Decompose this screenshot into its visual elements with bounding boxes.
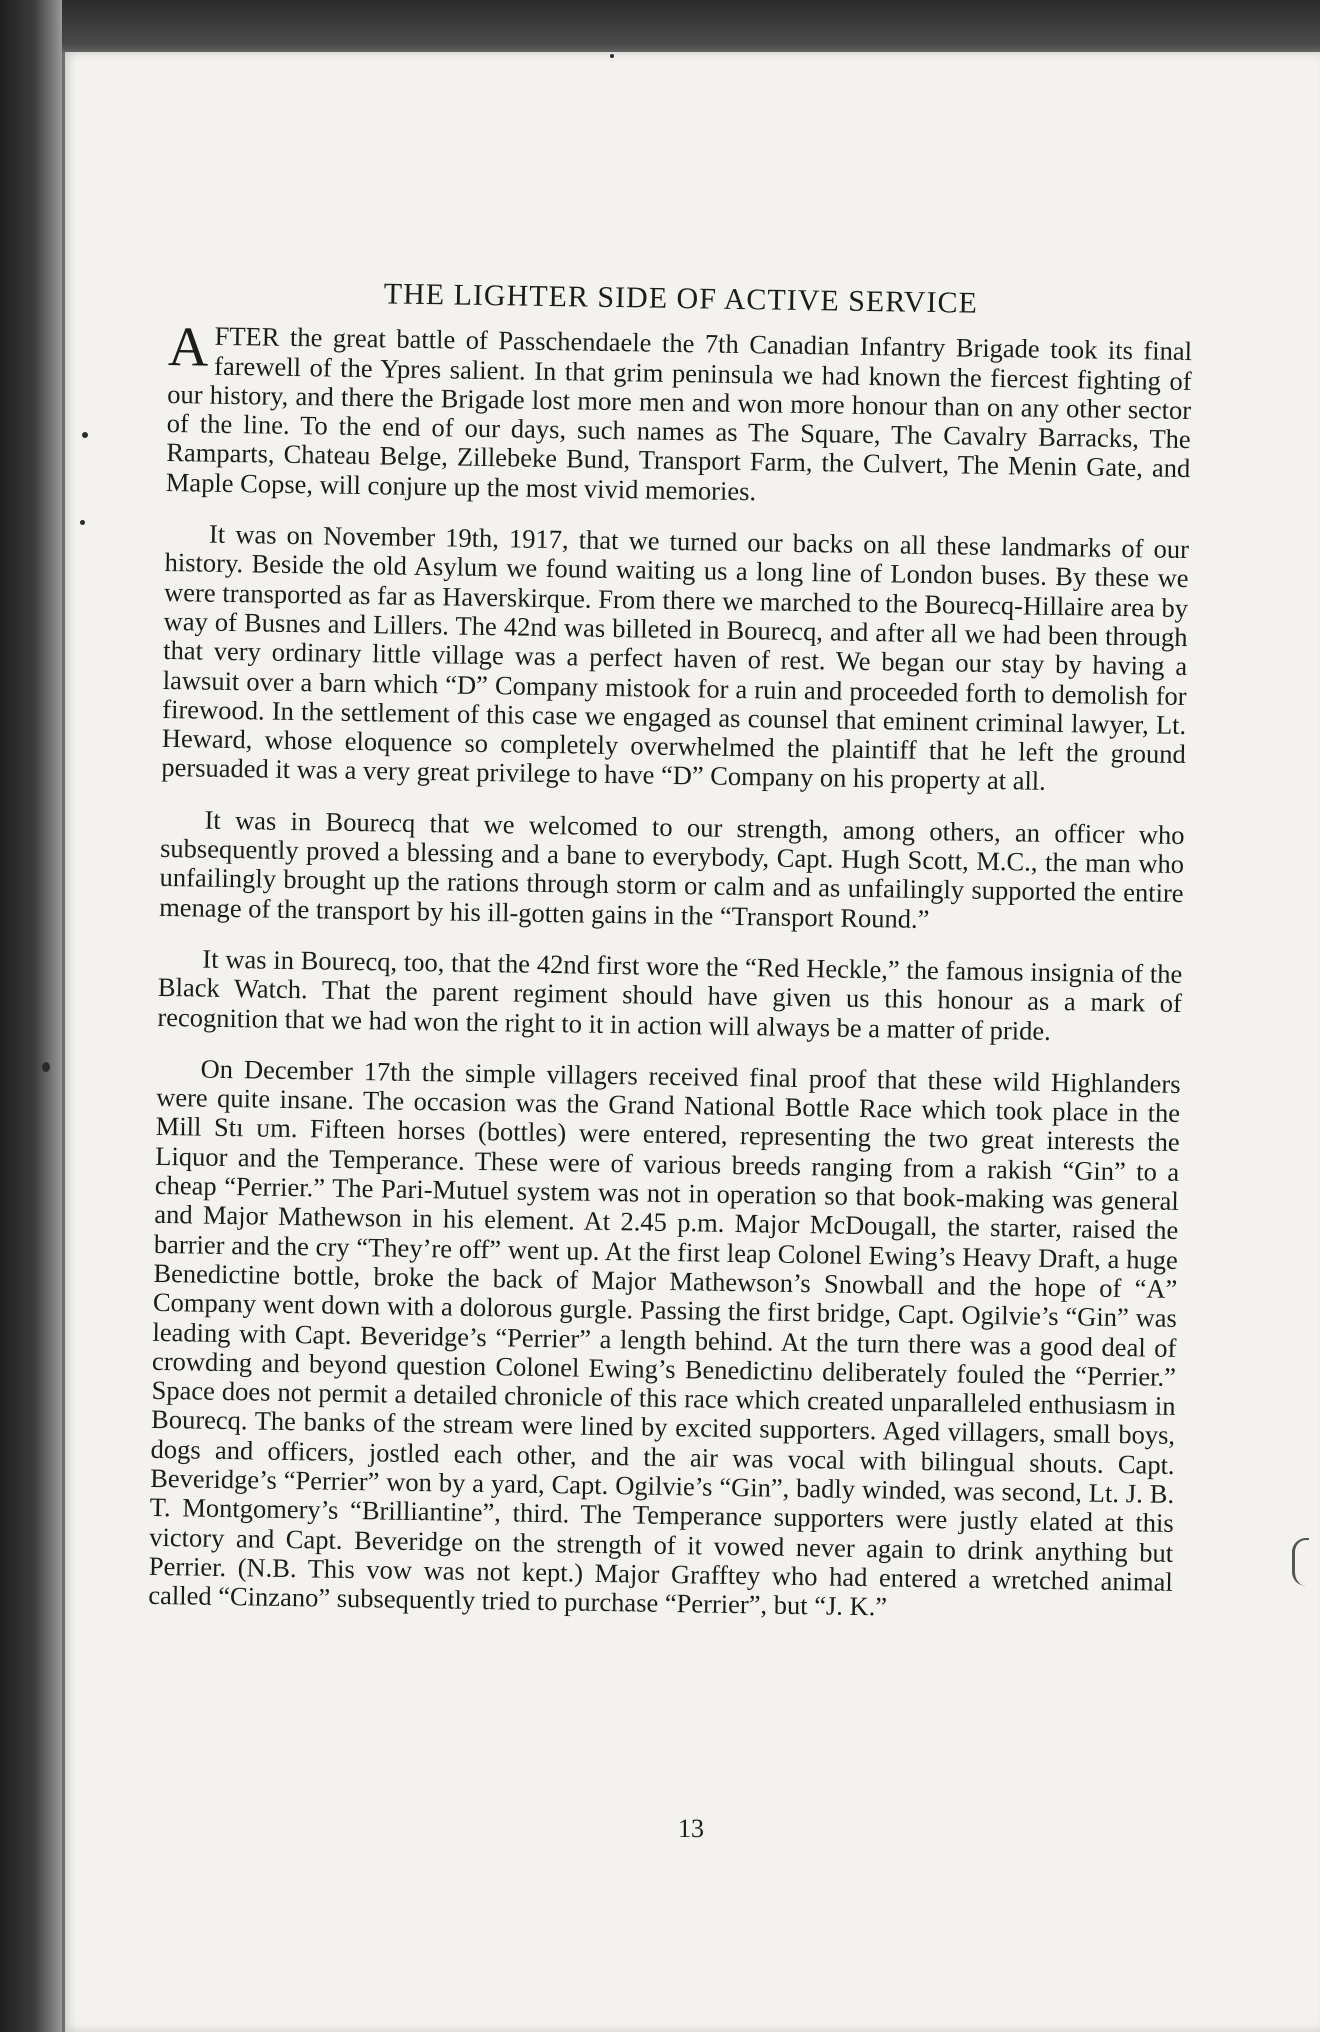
page-edge: [62, 52, 65, 2032]
chapter-title: THE LIGHTER SIDE OF ACTIVE SERVICE: [383, 277, 979, 320]
page-content: [148, 220, 1194, 1648]
paragraph-1-text: FTER the great battle of Passchendaele the 7th Canadian Infantry Brigade took its final farewell of the Ypres salient. In that grim peninsula we had known the fiercest fighting of our history, and there the Brigade lost more men and won more honour than on any other sector of the line. To the end of our days, such names as The Square, The Cavalry Barracks, The Ramparts, Chateau Belge, Zillebeke Bund, Transport Farm, the Culvert, The Menin Gate, and Maple Copse, will conjure up the most vivid memories.: [165, 321, 1193, 507]
paragraph-3: It was in Bourecq that we welcomed to our strength, among others, an officer who subsequently proved a blessing and a bane to everybody, Capt. Hugh Scott, M.C., the man who unfailingly brought up the rations through storm or calm and as unfailingly supported the entire menage of the transport by his ill-gotten gains in the “Transport Round.”: [158, 804, 1185, 934]
scan-speck: [42, 1062, 50, 1072]
book-page: [62, 52, 1320, 2032]
drop-cap: A: [167, 316, 209, 379]
scan-speck: [82, 432, 88, 438]
scan-speck: [610, 54, 614, 58]
scan-speck: [80, 520, 85, 525]
paragraph-2: It was on November 19th, 1917, that we turned our backs on all these landmarks of our history. Beside the old Asylum we found waiting us a long line of London buses. By these we were transported as far as Haverskirque. From there we marched to the Bourecq-Hillaire area by way of Busnes and Lillers. The 42nd was billeted in Bourecq, and after all we had been through that very ordinary little village was a perfect haven of rest. We began our stay by having a lawsuit over a barn which “D” Company mistook for a ruin and proceeded forth to demolish for firewood. In the settlement of this case we engaged as counsel that eminent criminal lawyer, Lt. Heward, whose eloquence so completely overwhelmed the plaintiff that he left the ground persuaded it was a very great privilege to have “D” Company on his property at all.: [161, 518, 1190, 797]
paragraph-4: It was in Bourecq, too, that the 42nd first wore the “Red Heckle,” the famous insignia of the Black Watch. That the parent regiment should have given us this honour as a mark of recognition that we had won the right to it in action will always be a matter of pride.: [157, 943, 1183, 1046]
paragraph-5: On December 17th the simple villagers received final proof that these wild Highlanders were quite insane. The occasion was the Grand National Bottle Race which took place in the Mill Stı ᴜm. Fifteen horses (bottles) were entered, representing the two great interests the Liquor and the Temperance. These were of various breeds ranging from a rakish “Gin” to a cheap “Perrier.” The Pari-Mutuel system was not in operation so that book-making was general and Major Mathewson in his element. At 2.45 p.m. Major McDougall, the starter, raised the barrier and the cry “They’re off” went up. At the first leap Colonel Ewing’s Heavy Draft, a huge Benedictine bottle, broke the back of Major Mathewson’s Snowball and the hope of “A” Company went down with a dolorous gurgle. Passing the first bridge, Capt. Ogilvie’s “Gin” was leading with Capt. Beveridge’s “Perrier” a length behind. At the turn there was a good deal of crowding and beyond question Colonel Ewing’s Benedictinυ deliberately fouled the “Perrier.” Space does not permit a detailed chronicle of this race which created unparalleled enthusiasm in Bourecq. The banks of the stream were lined by excited supporters. Aged villagers, small boys, dogs and officers, jostled each other, and the air was vocal with bilingual shouts. Capt. Beveridge’s “Perrier” won by a yard, Capt. Ogilvie’s “Gin”, badly winded, was second, Lt. J. B. T. Montgomery’s “Brilliantine”, third. The Temperance supporters were justly elated at this victory and Capt. Beveridge on the strength of it vowed never again to drink anything but Perrier. (N.B. This vow was not kept.) Major Grafftey who had entered a wretched animal called “Cinzano” subsequently tried to purchase “Perrier”, but “J. K.”: [148, 1053, 1181, 1622]
book-gutter: [0, 0, 62, 2032]
paragraph-1: [165, 316, 1193, 513]
page-number: 13: [678, 1814, 704, 1843]
margin-mark: [1292, 1538, 1309, 1586]
